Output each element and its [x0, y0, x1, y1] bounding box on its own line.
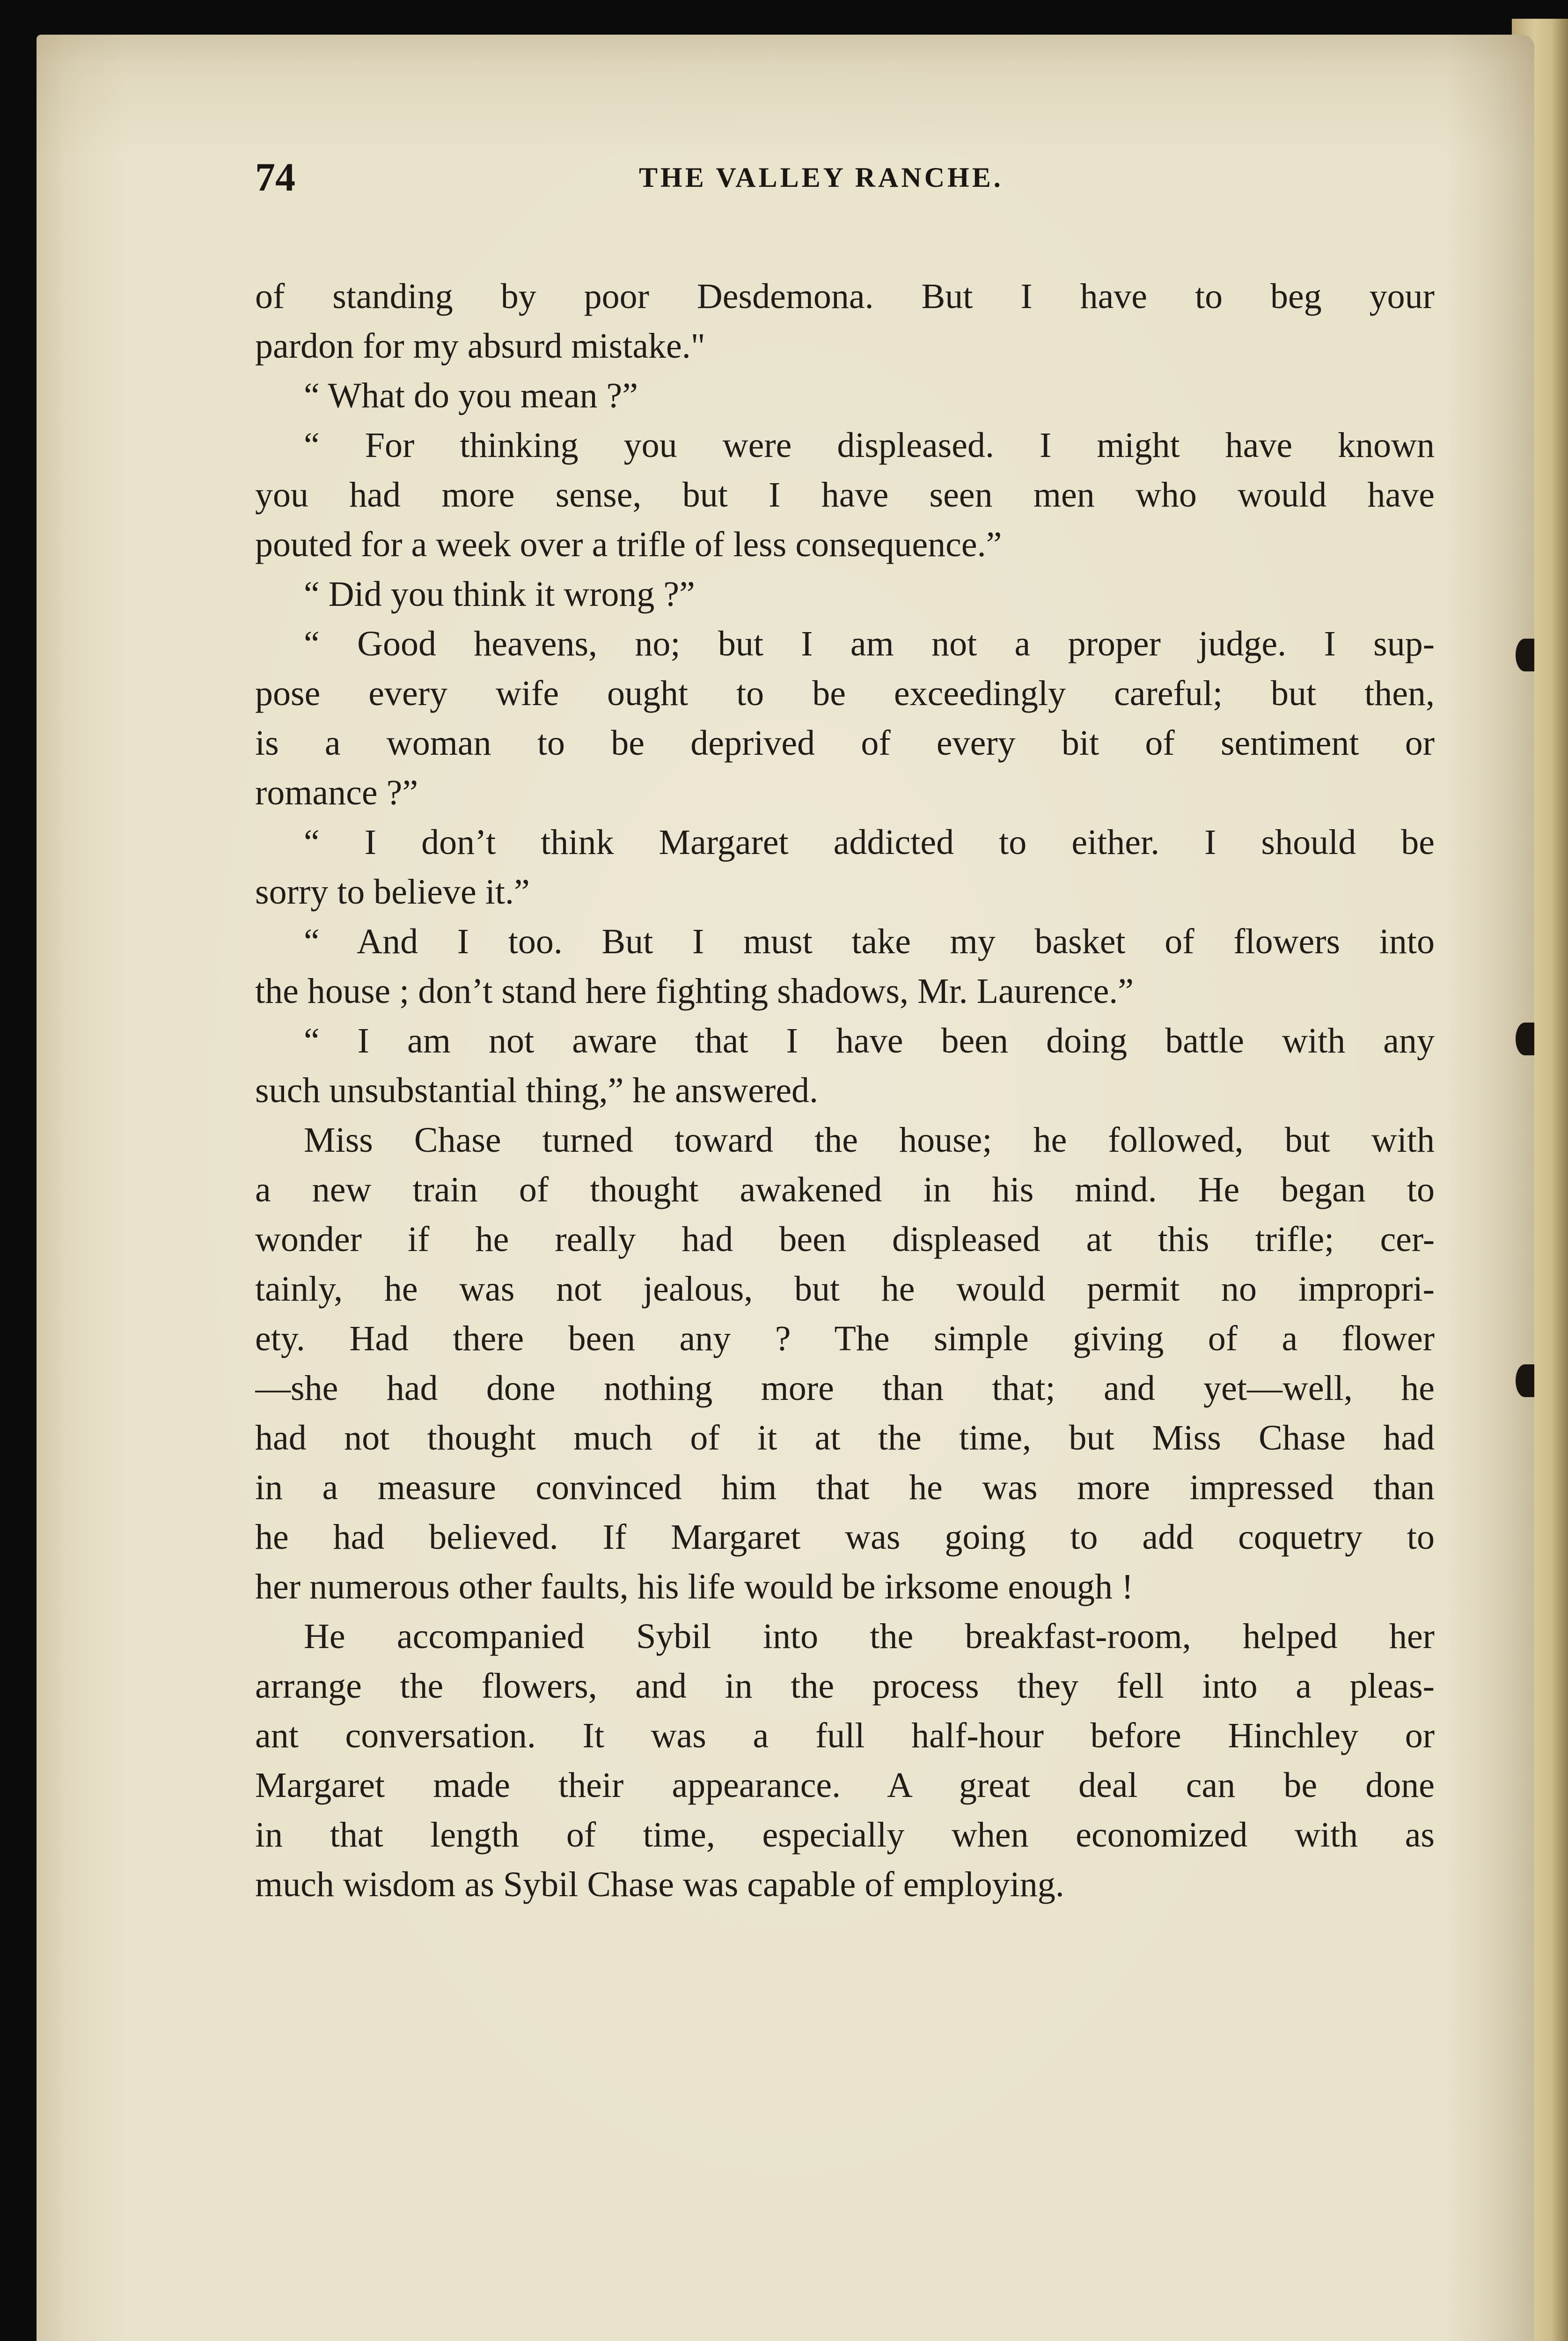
text-line: such unsubstantial thing,” he answered. [255, 1071, 819, 1110]
text-line: pardon for my absurd mistake." [255, 326, 705, 366]
text-line: the house ; don’t stand here fighting shadows, Mr. Laurence.” [255, 972, 1134, 1011]
text-line: Margaret made their appearance. A great deal can be done [255, 1766, 1435, 1805]
text-line: much wisdom as Sybil Chase was capable of employing. [255, 1865, 1064, 1904]
text-line: her numerous other faults, his life would be irksome enough ! [255, 1567, 1134, 1606]
text-line: in a measure convinced him that he was more impressed than [255, 1468, 1435, 1507]
text-line: pouted for a week over a trifle of less consequence.” [255, 525, 1002, 564]
text-line: —she had done nothing more than that; and yet—well, he [255, 1369, 1435, 1408]
text-line: “ I don’t think Margaret addicted to either. I should be [304, 823, 1435, 862]
page-header [255, 157, 1435, 222]
text-line: ety. Had there been any ? The simple giving of a flower [255, 1319, 1435, 1358]
text-line: wonder if he really had been displeased at this trifle; cer- [255, 1220, 1435, 1259]
text-line: “ I am not aware that I have been doing battle with any [304, 1021, 1435, 1060]
text-line: sorry to believe it.” [255, 872, 530, 912]
text-line: He accompanied Sybil into the breakfast-room, helped her [304, 1617, 1435, 1656]
page-number: 74 [255, 155, 295, 199]
text-line: arrange the flowers, and in the process they fell into a pleas- [255, 1666, 1435, 1706]
text-line: “ And I too. But I must take my basket of flowers into [304, 922, 1435, 961]
text-line: “ Good heavens, no; but I am not a proper judge. I sup- [304, 624, 1435, 663]
text-line: is a woman to be deprived of every bit of sentiment or [255, 723, 1435, 763]
text-line: “ What do you mean ?” [304, 376, 638, 415]
body-text [255, 272, 1435, 1909]
text-line: a new train of thought awakened in his mind. He began to [255, 1170, 1435, 1209]
text-line: romance ?” [255, 773, 418, 812]
page-edge-tear [1516, 639, 1534, 671]
text-line: “ For thinking you were displeased. I might have known [304, 426, 1435, 465]
text-line: “ Did you think it wrong ?” [304, 574, 695, 614]
text-line: of standing by poor Desdemona. But I have to beg your [255, 277, 1435, 316]
running-head: THE VALLEY RANCHE. [639, 162, 1004, 193]
text-line: pose every wife ought to be exceedingly careful; but then, [255, 674, 1435, 713]
page-edge-tear [1516, 1364, 1534, 1397]
text-line: had not thought much of it at the time, but Miss Chase had [255, 1418, 1435, 1458]
text-line: in that length of time, especially when economized with as [255, 1815, 1435, 1855]
text-line: you had more sense, but I have seen men who would have [255, 475, 1435, 515]
text-line: Miss Chase turned toward the house; he followed, but with [304, 1120, 1435, 1160]
text-line: ant conversation. It was a full half-hour before Hinchley or [255, 1716, 1435, 1755]
page-edge-tear [1516, 1023, 1534, 1055]
text-line: tainly, he was not jealous, but he would permit no impropri- [255, 1269, 1435, 1309]
text-line: he had believed. If Margaret was going to add coquetry to [255, 1517, 1435, 1557]
